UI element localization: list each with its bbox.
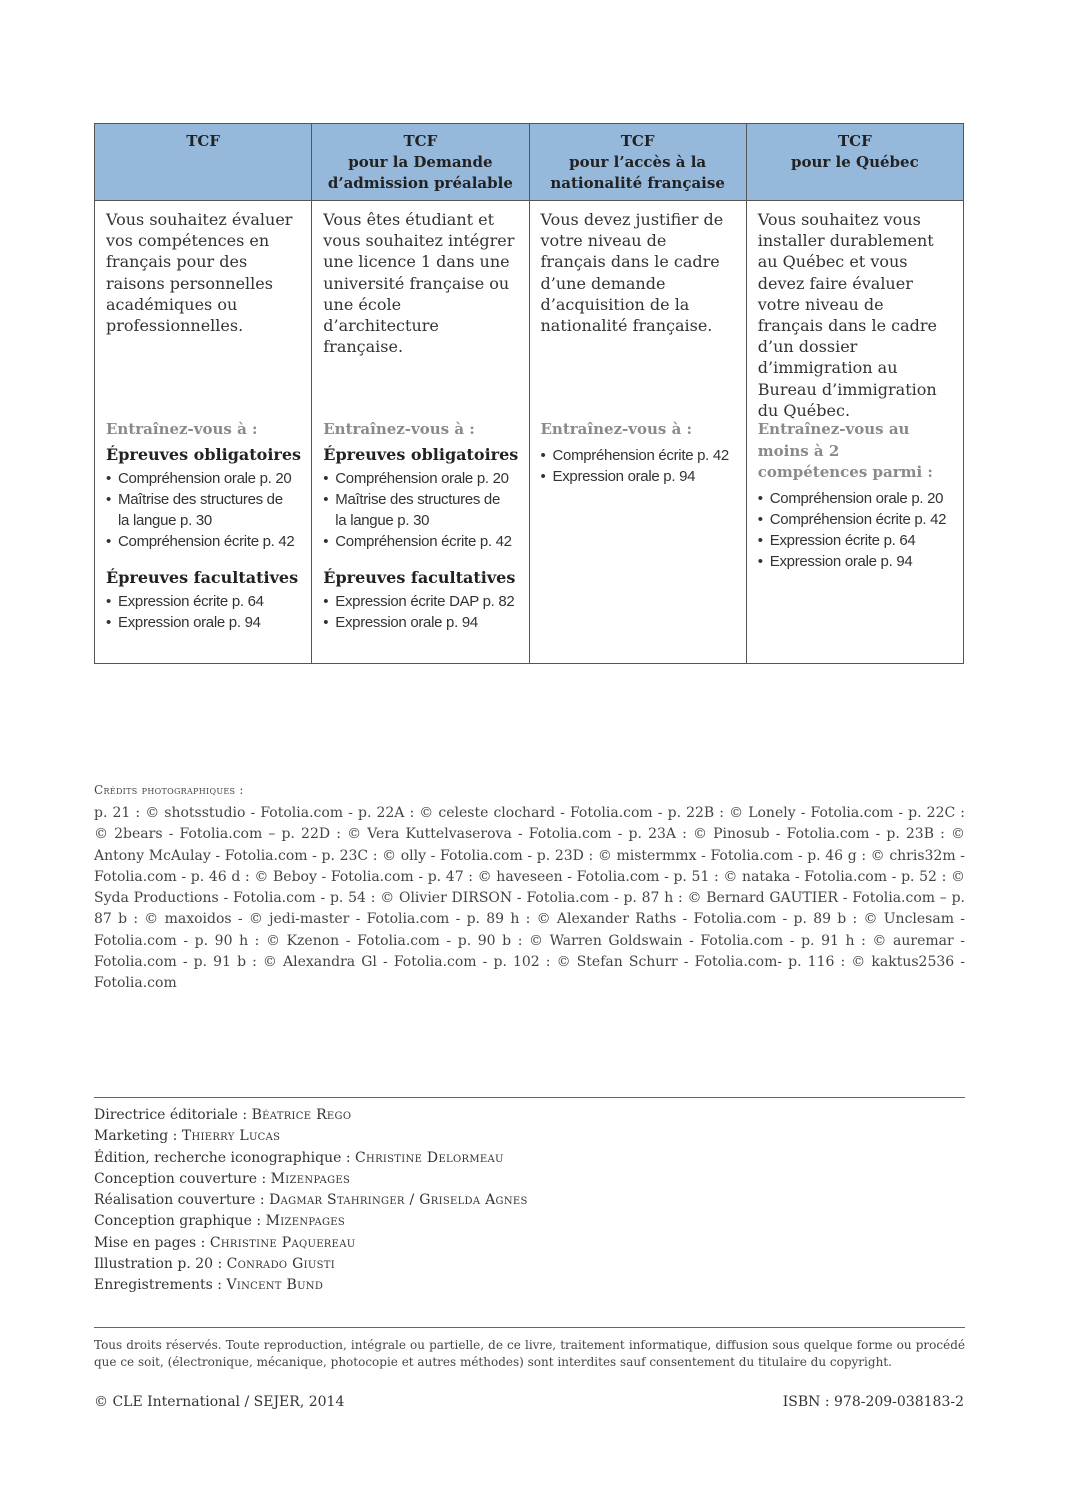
list-item: • Compréhension orale p. 20 <box>323 468 518 489</box>
staff-name: Mizenpages <box>270 1170 351 1187</box>
staff-role: Mise en pages : <box>94 1234 210 1251</box>
staff-row <box>94 1169 965 1190</box>
list-item: • Expression orale p. 94 <box>106 612 301 633</box>
train-title: Entraînez-vous à : <box>540 420 693 438</box>
group-title: Épreuves facultatives <box>106 567 299 587</box>
staff-name: Mizenpages <box>265 1213 346 1230</box>
divider <box>94 1097 965 1098</box>
header-line: TCF <box>838 132 872 150</box>
item-list <box>323 591 518 634</box>
staff-role: Enregistrements : <box>94 1277 227 1294</box>
column-tcf-dap <box>312 201 529 664</box>
item-list <box>541 445 736 488</box>
list-item: • Maîtrise des structures de la langue p. 30 <box>106 489 288 532</box>
train-title: Entraînez-vous au moins à 2 compétences parmi : <box>757 420 933 481</box>
header-line: pour la Demande <box>348 153 493 171</box>
staff-name: Béatrice Rego <box>251 1107 352 1123</box>
copyright: © CLE International / SEJER, 2014 <box>94 1394 345 1410</box>
staff-row <box>94 1254 965 1275</box>
list-item: • Compréhension écrite p. 42 <box>106 531 301 552</box>
item-list <box>106 591 301 634</box>
list-item: • Expression écrite p. 64 <box>758 530 953 551</box>
header-tcf-dap <box>312 124 529 201</box>
header-tcf-general <box>95 124 312 201</box>
staff-row <box>94 1211 965 1232</box>
staff-role: Directrice éditoriale : <box>94 1107 252 1123</box>
header-line: d’admission préalable <box>327 174 513 192</box>
staff-row <box>94 1126 965 1147</box>
list-item: • Expression orale p. 94 <box>758 551 953 572</box>
credits-text: p. 21 : © shotsstudio - Fotolia.com - p. 22A : © celeste clochard - Fotolia.com - p. 22B : © Lonely - Fotolia.com - p. 22C : © 2bears - Fotolia.com – p. 22D : © Vera Kuttelvaserova - Fotolia.com - p. 23A : © Pinosub - Fotolia.com - p. 23B : © Antony McAulay - Fotolia.com - p. 23C : © olly - Fotolia.com - p. 23D : © mistermmx - Fotolia.com - p. 46 g : © chris32m - Fotolia.com - p. 46 d : © Beboy - Fotolia.com - p. 47 : © haveseen - Fotolia.com - p. 51 : © nataka - Fotolia.com - p. 52 : © Syda Productions - Fotolia.com - p. 54 : © Olivier DIRSON - Fotolia.com - p. 87 h : © Bernard GAUTIER - Fotolia.com – p. 87 b : © maxoidos - © jedi-master - Fotolia.com - p. 89 h : © Alexander Raths - Fotolia.com - p. 89 b : © Unclesam - Fotolia.com - p. 90 h : © Kzenon - Fotolia.com - p. 90 b : © Warren Goldswain - Fotolia.com - p. 91 h : © auremar - Fotolia.com - p. 91 b : © Alexandra Gl - Fotolia.com - p. 102 : © Stefan Schurr - Fotolia.com- p. 116 : © kaktus2536 - Fotolia.com <box>94 805 965 992</box>
staff-role: Conception graphique : <box>94 1213 266 1230</box>
group-title: Épreuves facultatives <box>323 567 516 587</box>
staff-role: Illustration p. 20 : <box>94 1256 227 1273</box>
list-item: • Expression écrite DAP p. 82 <box>323 591 518 612</box>
staff-row <box>94 1190 965 1211</box>
header-line: TCF <box>186 132 220 150</box>
staff-name: Vincent Bund <box>226 1277 324 1294</box>
staff-row <box>94 1233 965 1254</box>
photo-credits <box>94 782 965 995</box>
column-description: Vous souhaitez vous installer durablement au Québec et vous devez faire évaluer votre niveau de français dans le cadre d’un dossier d’immigration au Bureau d’immigration du Québec. <box>757 210 937 420</box>
column-tcf-nationalite <box>529 201 746 664</box>
isbn: ISBN : 978-209-038183-2 <box>782 1394 964 1410</box>
staff-row <box>94 1275 965 1296</box>
train-title: Entraînez-vous à : <box>323 420 475 438</box>
staff-name: Dagmar Stahringer / Griselda Agnes <box>269 1192 528 1209</box>
staff-name: Conrado Giusti <box>226 1256 335 1273</box>
list-item: • Expression orale p. 94 <box>541 466 736 487</box>
item-list <box>758 488 953 573</box>
tcf-table <box>94 123 964 664</box>
header-line: TCF <box>403 132 438 150</box>
credits-title: Crédits photographiques : <box>94 783 244 797</box>
staff-list <box>94 1105 965 1297</box>
column-description: Vous souhaitez évaluer vos compétences en français pour des raisons personnelles académiques ou professionnelles. <box>106 210 293 336</box>
header-line: pour le Québec <box>791 153 919 171</box>
group-title: Épreuves obligatoires <box>323 444 519 464</box>
item-list <box>106 468 301 553</box>
header-tcf-nationalite <box>529 124 746 201</box>
list-item: • Compréhension écrite p. 42 <box>758 509 953 530</box>
list-item: • Expression orale p. 94 <box>323 612 518 633</box>
staff-name: Thierry Lucas <box>181 1128 281 1145</box>
list-item: • Maîtrise des structures de la langue p. 30 <box>323 489 505 532</box>
header-line: TCF <box>620 132 655 150</box>
column-tcf-quebec <box>746 201 963 664</box>
train-title: Entraînez-vous à : <box>106 420 258 438</box>
list-item: • Expression écrite p. 64 <box>106 591 301 612</box>
staff-role: Réalisation couverture : <box>94 1192 270 1209</box>
list-item: • Compréhension écrite p. 42 <box>541 445 736 466</box>
column-description: Vous êtes étudiant et vous souhaitez intégrer une licence 1 dans une université française ou une école d’architecture française. <box>323 210 515 357</box>
rights-notice: Tous droits réservés. Toute reproduction, intégrale ou partielle, de ce livre, traitement informatique, diffusion sous quelque forme ou procédé que ce soit, (électronique, mécanique, photocopie et autres méthodes) sont interdites sauf consentement du titulaire du copyright. <box>94 1338 965 1369</box>
staff-role: Édition, recherche iconographique : <box>94 1149 356 1166</box>
divider <box>94 1327 965 1328</box>
column-description: Vous devez justifier de votre niveau de français dans le cadre d’une demande d’acquisition de la nationalité française. <box>540 210 724 336</box>
staff-role: Marketing : <box>94 1128 182 1145</box>
list-item: • Compréhension écrite p. 42 <box>323 531 518 552</box>
staff-name: Christine Delormeau <box>355 1149 504 1166</box>
list-item: • Compréhension orale p. 20 <box>758 488 953 509</box>
group-title: Épreuves obligatoires <box>106 444 302 464</box>
list-item: • Compréhension orale p. 20 <box>106 468 301 489</box>
header-tcf-quebec <box>746 124 963 201</box>
column-tcf-general <box>95 201 312 664</box>
staff-row <box>94 1105 965 1126</box>
staff-role: Conception couverture : <box>94 1170 271 1187</box>
item-list <box>323 468 518 553</box>
header-line: nationalité française <box>550 174 725 192</box>
staff-row <box>94 1148 965 1169</box>
staff-name: Christine Paquereau <box>209 1234 356 1251</box>
header-line: pour l’accès à la <box>569 153 707 171</box>
